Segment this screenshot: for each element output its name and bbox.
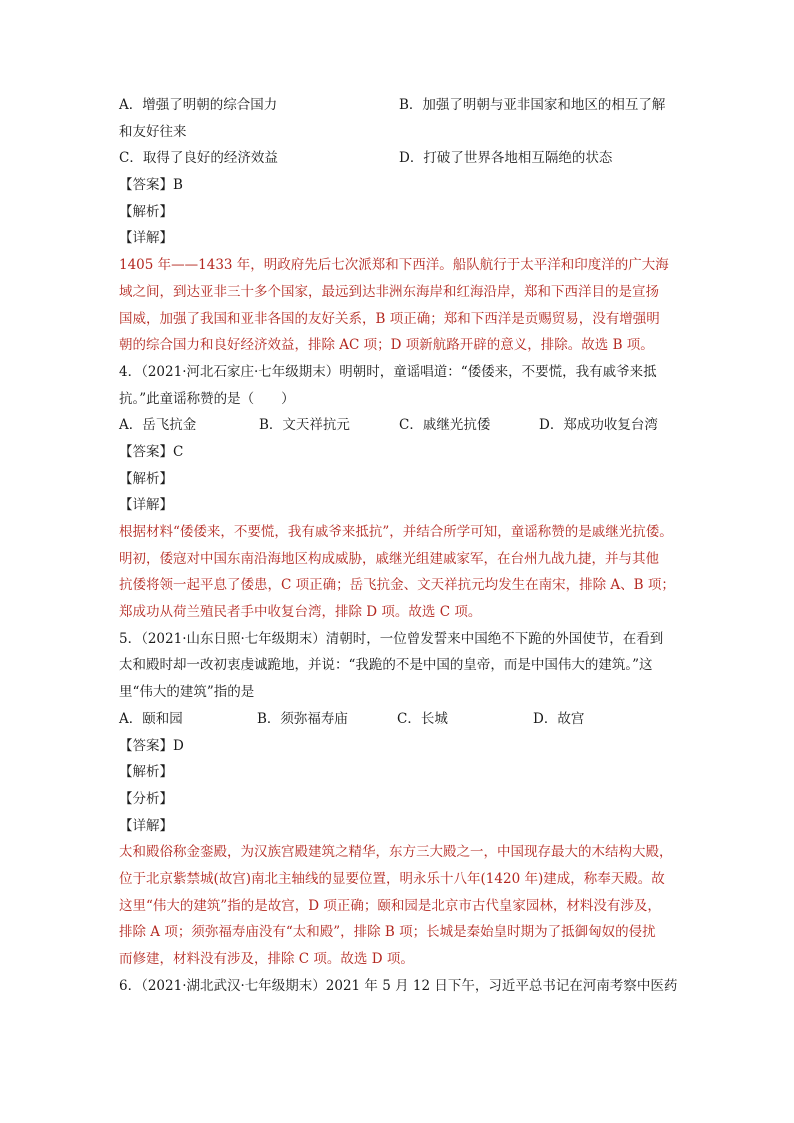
q3-option-d: D．打破了世界各地相互隔绝的状态 xyxy=(399,150,613,167)
q4-option-c: C．戚继光抗倭 xyxy=(399,417,491,434)
q3-detail-line: 1405 年——1433 年，明政府先后七次派郑和下西洋。船队航行于太平洋和印度洋的广大海 xyxy=(119,257,669,274)
q4-answer: 【答案】C xyxy=(119,443,184,460)
q4-options-row xyxy=(119,412,679,439)
q3-answer: 【答案】B xyxy=(119,177,183,194)
q5-detail-line: 位于北京紫禁城(故宫)南北主轴线的显要位置，明永乐十八年(1420 年)建成，称奉天殿。故 xyxy=(119,870,665,887)
q5-xiangjie-label: 【详解】 xyxy=(119,817,173,834)
q4-detail-line: 明初，倭寇对中国东南沿海地区构成威胁，戚继光组建戚家军，在台州九战九捷，并与其他 xyxy=(119,550,659,567)
document-page xyxy=(119,92,679,999)
q5-answer: 【答案】D xyxy=(119,737,184,754)
q3-detail-line: 域之间，到达亚非三十多个国家，最远到达非洲东海岸和红海沿岸，郑和下西洋目的是宣扬 xyxy=(119,283,659,300)
q3-option-b: B．加强了明朝与亚非国家和地区的相互了解 xyxy=(399,97,666,113)
q4-option-d: D．郑成功收复台湾 xyxy=(539,417,658,434)
q5-option-d: D．故宫 xyxy=(533,710,585,727)
q5-stem: 5．（2021·山东日照·七年级期末）清朝时，一位曾发誓来中国绝不下跪的外国使节，在看到 xyxy=(119,630,664,647)
q5-options-row xyxy=(119,706,679,733)
q4-stem: 4．（2021·河北石家庄·七年级期末）明朝时，童谣唱道：“倭倭来，不要慌，我有戚爷来抵 xyxy=(119,363,657,380)
q5-detail-line: 而修建，材料没有涉及，排除 C 项。故选 D 项。 xyxy=(119,951,414,967)
q5-detail-line: 排除 A 项；须弥福寿庙没有“太和殿”，排除 B 项；长城是秦始皇时期为了抵御匈奴的侵扰 xyxy=(119,924,656,941)
q5-option-c: C．长城 xyxy=(397,710,448,727)
q5-option-b: B．须弥福寿庙 xyxy=(257,710,348,727)
q4-option-b: B．文天祥抗元 xyxy=(259,417,350,434)
q3-xiangjie-label: 【详解】 xyxy=(119,230,173,247)
q4-detail-line: 根据材料“倭倭来，不要慌，我有戚爷来抵抗”，并结合所学可知，童谣称赞的是戚继光抗倭。 xyxy=(119,524,673,540)
q3-option-b-continued: 和友好往来 xyxy=(119,123,187,140)
q3-jiexi-label: 【解析】 xyxy=(119,203,173,220)
q4-option-a: A．岳飞抗金 xyxy=(119,417,197,434)
q4-detail-line: 郑成功从荷兰殖民者手中收复台湾，排除 D 项。故选 C 项。 xyxy=(119,604,482,621)
q5-fenxi-label: 【分析】 xyxy=(119,790,173,807)
q3-option-a: A．增强了明朝的综合国力 xyxy=(119,97,278,113)
q4-xiangjie-label: 【详解】 xyxy=(119,497,173,514)
q5-detail-line: 这里“伟大的建筑”指的是故宫，D 项正确；颐和园是北京市古代皇家园林，材料没有涉及， xyxy=(119,897,661,914)
q3-detail-line: 朝的综合国力和良好经济效益，排除 AC 项；D 项新航路开辟的意义，排除。故选 B 项。 xyxy=(119,337,654,354)
q5-detail-line: 太和殿俗称金銮殿，为汉族宫殿建筑之精华，东方三大殿之一，中国现存最大的木结构大殿， xyxy=(119,844,673,861)
q5-stem-continued: 里“伟大的建筑”指的是 xyxy=(119,684,255,701)
q3-options-row-2 xyxy=(119,145,679,172)
q4-detail-line: 抗倭将领一起平息了倭患，C 项正确；岳飞抗金、文天祥抗元均发生在南宋，排除 A、B 项； xyxy=(119,577,675,594)
q5-stem-continued: 太和殿时却一改初衷虔诚跪地，并说：“我跪的不是中国的皇帝，而是中国伟大的建筑。”这 xyxy=(119,657,653,674)
q5-option-a: A．颐和园 xyxy=(119,710,183,727)
q3-options-row-1 xyxy=(119,92,679,119)
q5-jiexi-label: 【解析】 xyxy=(119,764,173,781)
q4-jiexi-label: 【解析】 xyxy=(119,470,173,487)
q4-stem-continued: 抗。”此童谣称赞的是（ ） xyxy=(119,390,295,407)
q3-option-c: C．取得了良好的经济效益 xyxy=(119,150,278,167)
q6-stem: 6．（2021·湖北武汉·七年级期末）2021 年 5 月 12 日下午，习近平总书记在河南考察中医药 xyxy=(119,977,678,994)
q3-detail-line: 国威，加强了我国和亚非各国的友好关系，B 项正确；郑和下西洋是贡赐贸易，没有增强明 xyxy=(119,310,660,327)
